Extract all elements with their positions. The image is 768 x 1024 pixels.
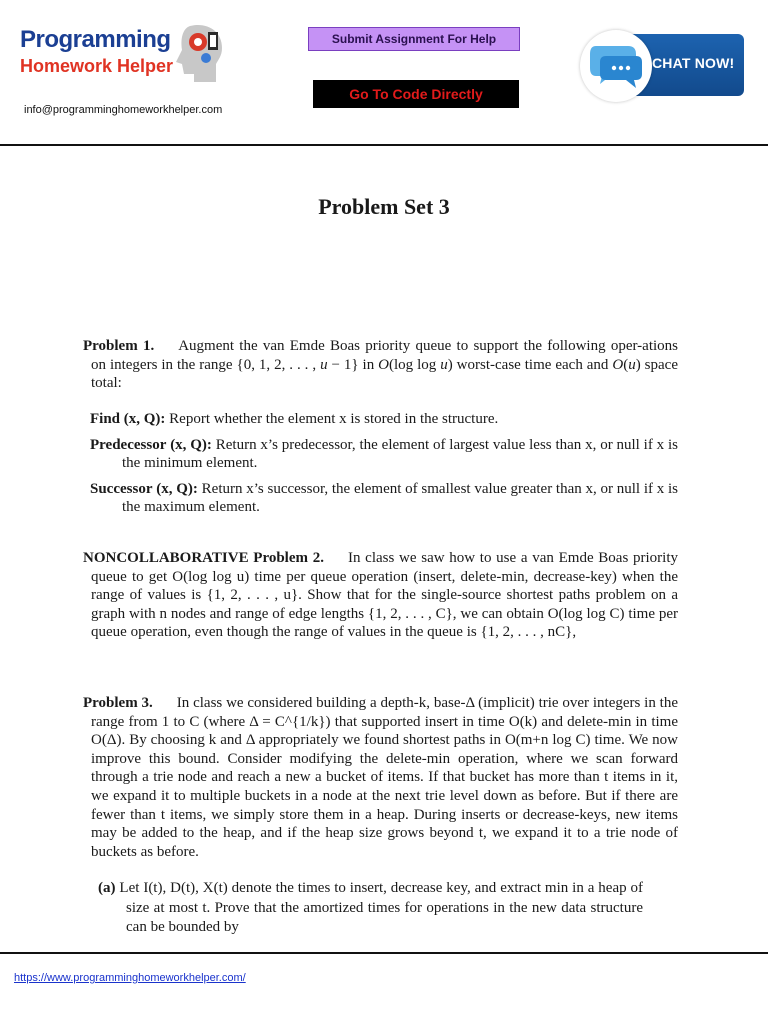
problem-3-label: Problem 3. bbox=[83, 695, 153, 711]
logo-line1: Programming bbox=[20, 26, 171, 53]
logo-line2: Homework Helper bbox=[20, 56, 174, 76]
part-a-text: Let I(t), D(t), X(t) denote the times to insert, decrease key, and extract min in a heap of size at most t. Prove that the amortized times for operations in the new data structure can be bounded by bbox=[119, 880, 644, 935]
footer-divider bbox=[0, 952, 768, 954]
op-predecessor: Predecessor (x, Q): Return x’s predecessor, the element of largest value less than x, or null if x is the minimum element. bbox=[90, 436, 678, 472]
logo[interactable] bbox=[20, 22, 220, 92]
submit-assignment-button[interactable]: Submit Assignment For Help bbox=[308, 27, 520, 51]
problem-2 bbox=[83, 549, 678, 642]
problem-2-label: NONCOLLABORATIVE Problem 2. bbox=[83, 550, 324, 566]
op-successor: Successor (x, Q): Return x’s successor, the element of smallest value greater than x, or null if x is the maximum element. bbox=[90, 480, 679, 516]
brain-gear-head-icon bbox=[168, 22, 230, 86]
header-divider bbox=[0, 144, 768, 146]
chat-circle bbox=[580, 30, 652, 102]
contact-email[interactable]: info@programminghomeworkhelper.com bbox=[24, 104, 223, 116]
part-a-label: (a) bbox=[98, 880, 116, 896]
problem-1-text-a: Augment the van Emde Boas priority queue to support the following oper-ations on integers in the range {0, 1, 2, . . . , bbox=[91, 338, 679, 373]
chat-now-label: CHAT NOW! bbox=[652, 55, 735, 71]
page-title: Problem Set 3 bbox=[318, 194, 450, 219]
problem-1-label: Problem 1. bbox=[83, 338, 155, 354]
problem-3-part-a bbox=[98, 879, 643, 938]
site-header bbox=[0, 0, 768, 145]
problem-1-intro: Problem 1. Augment the van Emde Boas priority queue to support the following oper-ations on integers in the range {0, 1, 2, . . . , u − 1} in O(log log u) worst-case time each and O(u) space total: bbox=[83, 338, 679, 392]
problem-3 bbox=[83, 694, 678, 861]
problem-1-operations bbox=[90, 410, 678, 517]
problem-2-text: In class we saw how to use a van Emde Boas priority queue to get O(log log u) time per queue operation (insert, delete-min, decrease-key) when the range of values is {1, 2, . . . , u}. Show that for the single-source shortest paths problem on a graph with n nodes and range of edge lengths {1, 2, . . . , C}, we can obtain O(log log C) time per queue operation, even though the range of values in the queue is {1, 2, . . . , nC}, bbox=[91, 550, 679, 641]
footer-website-link[interactable]: https://www.programminghomeworkhelper.com/ bbox=[14, 972, 246, 984]
problem-3-text: In class we considered building a depth-k, base-Δ (implicit) trie over integers in the range from 1 to C (where Δ = C^{1/k}) that supported insert in time O(k) and delete-min in time O(Δ). By choosing k and Δ appropriately we found shortest paths in O(m+n log C) time. We now improve this bound. Consider modifying the delete-min operation, where we scan forward through a trie node and reach a new a bucket of items. If that bucket has more than t items in it, we expand it to multiple buckets in a node at the next trie level down as before. But if there are fewer than t items, we simply store them in a heap. During inserts or decrease-keys, new items may be added to the heap, and if the heap size grows beyond t, we expand it to a trie node of buckets as before. bbox=[91, 695, 678, 860]
chat-now-button[interactable] bbox=[580, 30, 746, 102]
go-to-code-button[interactable]: Go To Code Directly bbox=[313, 80, 519, 108]
op-find: Find (x, Q): Report whether the element x is stored in the structure. bbox=[90, 411, 499, 427]
chat-bubble-icon bbox=[590, 42, 642, 90]
